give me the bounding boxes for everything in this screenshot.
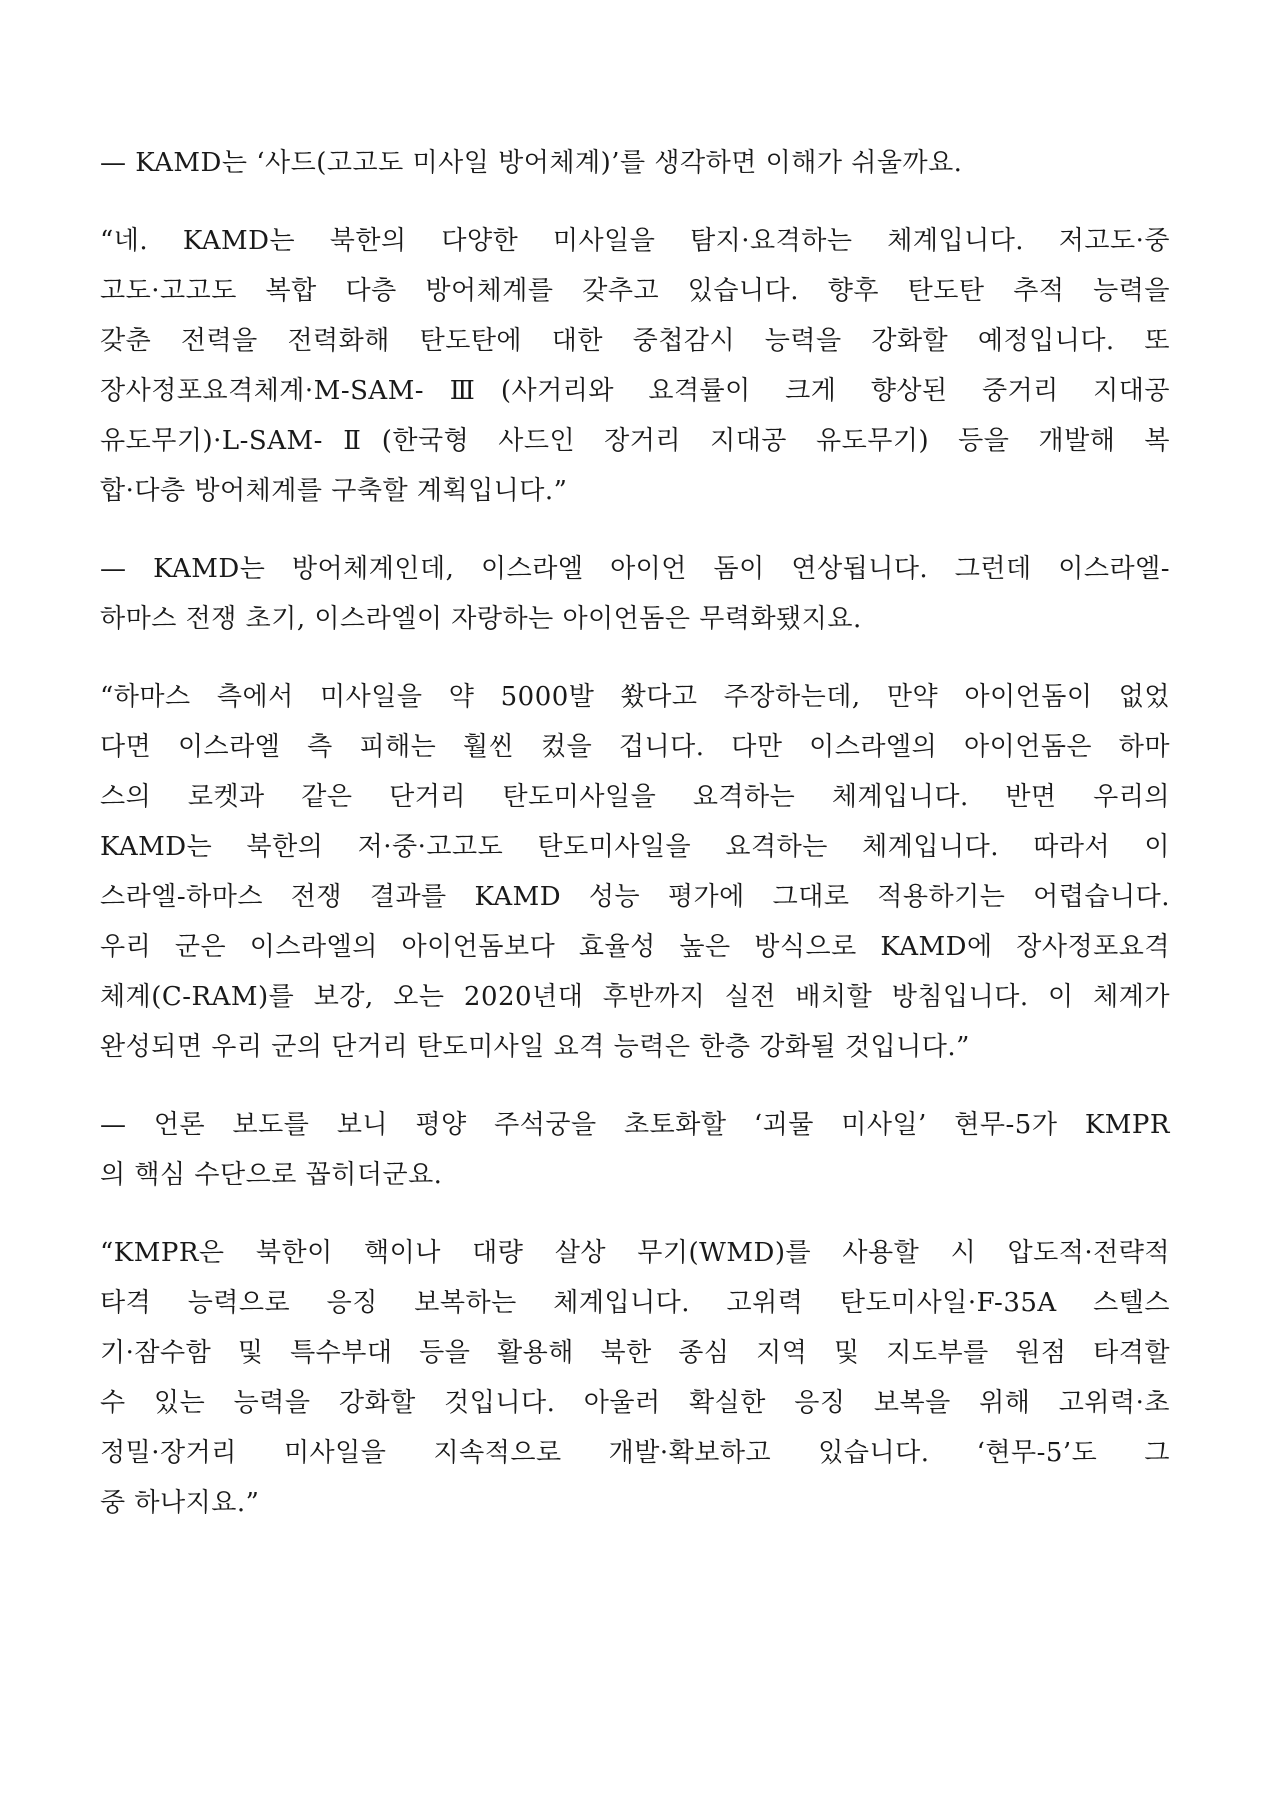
text-line: 고도·고고도 복합 다층 방어체계를 갖추고 있습니다. 향후 탄도탄 추적 능력을 [100, 276, 1170, 306]
text-line: 수 있는 능력을 강화할 것입니다. 아울러 확실한 응징 보복을 위해 고위력·초 [100, 1388, 1170, 1418]
text-line: 기·잠수함 및 특수부대 등을 활용해 북한 종심 지역 및 지도부를 원점 타격할 [100, 1338, 1170, 1368]
text-line: 완성되면 우리 군의 단거리 탄도미사일 요격 능력은 한층 강화될 것입니다.” [100, 1032, 970, 1062]
text-line: 유도무기)·L-SAM-Ⅱ(한국형 사드인 장거리 지대공 유도무기) 등을 개발해 복 [100, 426, 1170, 456]
text-line: — KAMD는 ‘사드(고고도 미사일 방어체계)’를 생각하면 이해가 쉬울까요. [100, 148, 963, 178]
text-line: — KAMD는 방어체계인데, 이스라엘 아이언 돔이 연상됩니다. 그런데 이스라엘- [100, 554, 1170, 584]
text-line: 우리 군은 이스라엘의 아이언돔보다 효율성 높은 방식으로 KAMD에 장사정포요격 [100, 932, 1170, 962]
answer-paragraph-3 [100, 1228, 1170, 1528]
question-paragraph-3 [100, 1100, 1170, 1200]
text-line: 하마스 전쟁 초기, 이스라엘이 자랑하는 아이언돔은 무력화됐지요. [100, 604, 862, 634]
text-line: “KMPR은 북한이 핵이나 대량 살상 무기(WMD)를 사용할 시 압도적·전략적 [100, 1238, 1170, 1268]
text-line: 정밀·장거리 미사일을 지속적으로 개발·확보하고 있습니다. ‘현무-5’도 그 [100, 1438, 1170, 1468]
interview-body [100, 138, 1170, 1556]
text-line: 타격 능력으로 응징 보복하는 체계입니다. 고위력 탄도미사일·F-35A 스텔스 [100, 1288, 1170, 1318]
text-line: 의 핵심 수단으로 꼽히더군요. [100, 1160, 443, 1190]
question-paragraph-1 [100, 138, 1170, 188]
text-line: 중 하나지요.” [100, 1488, 260, 1518]
text-line: “하마스 측에서 미사일을 약 5000발 쐈다고 주장하는데, 만약 아이언돔이 없었 [100, 682, 1170, 712]
text-line: “네. KAMD는 북한의 다양한 미사일을 탐지·요격하는 체계입니다. 저고도·중 [100, 226, 1170, 256]
text-line: 다면 이스라엘 측 피해는 훨씬 컸을 겁니다. 다만 이스라엘의 아이언돔은 하마 [100, 732, 1170, 762]
text-line: 장사정포요격체계·M-SAM-Ⅲ(사거리와 요격률이 크게 향상된 중거리 지대공 [100, 376, 1170, 406]
text-line: 체계(C-RAM)를 보강, 오는 2020년대 후반까지 실전 배치할 방침입니다. 이 체계가 [100, 982, 1170, 1012]
text-line: — 언론 보도를 보니 평양 주석궁을 초토화할 ‘괴물 미사일’ 현무-5가 KMPR [100, 1110, 1170, 1140]
text-line: 합·다층 방어체계를 구축할 계획입니다.” [100, 476, 568, 506]
text-line: 갖춘 전력을 전력화해 탄도탄에 대한 중첩감시 능력을 강화할 예정입니다. 또 [100, 326, 1170, 356]
text-line: 스의 로켓과 같은 단거리 탄도미사일을 요격하는 체계입니다. 반면 우리의 [100, 782, 1170, 812]
text-line: 스라엘-하마스 전쟁 결과를 KAMD 성능 평가에 그대로 적용하기는 어렵습니다. [100, 882, 1170, 912]
text-line: KAMD는 북한의 저·중·고고도 탄도미사일을 요격하는 체계입니다. 따라서 이 [100, 832, 1170, 862]
answer-paragraph-2 [100, 672, 1170, 1072]
answer-paragraph-1 [100, 216, 1170, 516]
question-paragraph-2 [100, 544, 1170, 644]
